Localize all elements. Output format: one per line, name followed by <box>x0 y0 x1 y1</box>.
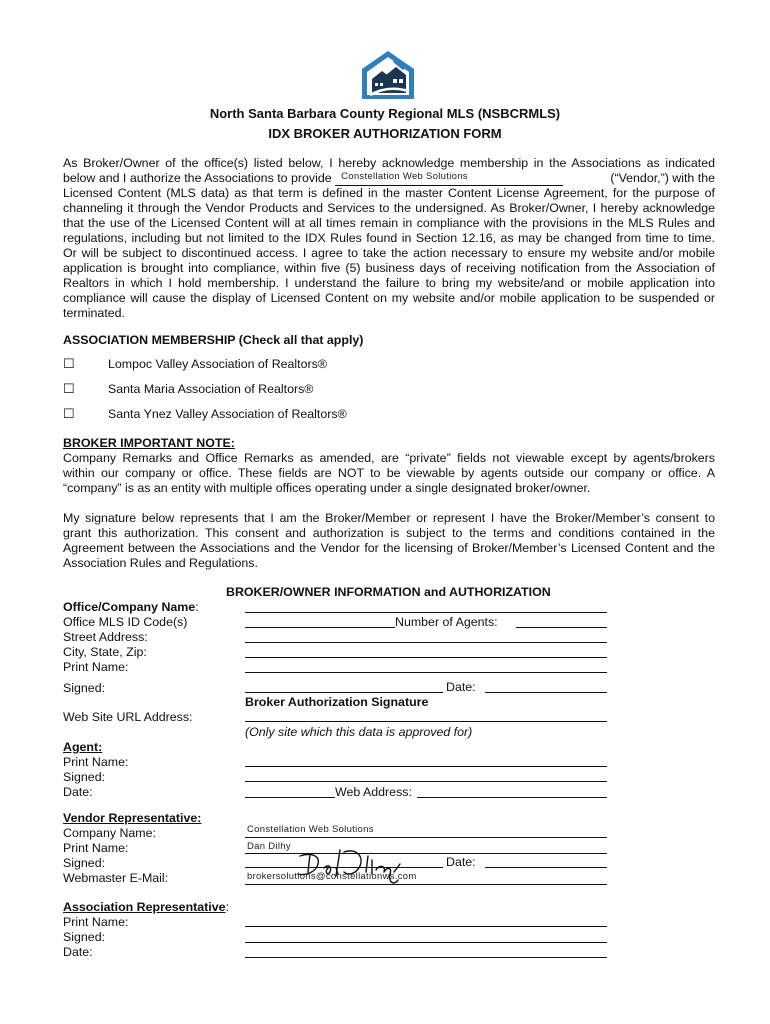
intro-line: compliance will cause the display of Licensed Content on my website and/or mobile application to be suspended or <box>63 291 715 305</box>
note-line: within our company or office. These fields are NOT to be viewable by agents outside our company or office. A <box>63 466 715 480</box>
agent-signed-label: Signed: <box>63 770 106 784</box>
signature-line: grant this authorization. This consent and authorization is subject to the terms and conditions contained in the <box>63 526 715 540</box>
signature-line: Association Rules and Regulations. <box>63 556 258 570</box>
association-print-label: Print Name: <box>63 915 129 929</box>
checkbox-lompoc[interactable]: ☐ <box>63 356 75 371</box>
office-label <box>63 600 199 614</box>
print-name-label: Print Name: <box>63 660 129 674</box>
intro-line: that the use of the Licensed Content will at all times remain in compliance with the provisions in the MLS Rules and <box>63 216 715 230</box>
checkbox-santa-ynez[interactable]: ☐ <box>63 406 75 421</box>
website-field[interactable] <box>245 721 607 722</box>
association-heading <box>63 900 229 914</box>
vendor-print-value: Dan Dilhy <box>247 841 291 852</box>
agent-print-label: Print Name: <box>63 755 129 769</box>
intro-line: terminated. <box>63 306 125 320</box>
agent-web-label: Web Address: <box>335 785 412 799</box>
association-heading-text: Association Representative <box>63 900 226 914</box>
agent-web-field[interactable] <box>417 797 607 798</box>
form-title: IDX BROKER AUTHORIZATION FORM <box>268 126 502 141</box>
association-print-field[interactable] <box>245 926 607 927</box>
broker-signature-field[interactable] <box>245 692 443 693</box>
vendor-company-value: Constellation Web Solutions <box>247 824 374 835</box>
city-field[interactable] <box>245 657 607 658</box>
broker-signature-caption: Broker Authorization Signature <box>245 695 429 709</box>
website-note: (Only site which this data is approved for) <box>245 725 473 739</box>
intro-line: channeling it through the Vendor Products and Services to the undersigned. As Broker/Owner, I hereby acknowledge <box>63 201 715 215</box>
vendor-heading: Vendor Representative: <box>63 811 202 825</box>
intro-text: below and I authorize the Associations to provide <box>63 171 332 185</box>
vendor-signature-field[interactable] <box>245 867 443 868</box>
nsbcrmls-logo <box>360 49 416 101</box>
street-field[interactable] <box>245 642 607 643</box>
checkbox-santa-maria[interactable]: ☐ <box>63 381 75 396</box>
membership-label-santa-ynez: Santa Ynez Valley Association of Realtors® <box>108 407 347 421</box>
association-signed-label: Signed: <box>63 930 106 944</box>
intro-line: application is brought into compliance, within five (5) business days of receiving notification from the Association of <box>63 261 715 275</box>
membership-label-lompoc: Lompoc Valley Association of Realtors® <box>108 357 327 371</box>
agent-date-field[interactable] <box>245 797 335 798</box>
broker-date-label: Date: <box>446 680 476 694</box>
association-date-field[interactable] <box>245 957 607 958</box>
note-paragraph <box>63 451 715 496</box>
agent-date-label: Date: <box>63 785 93 799</box>
membership-heading: ASSOCIATION MEMBERSHIP (Check all that apply) <box>63 333 364 347</box>
broker-date-field[interactable] <box>485 692 607 693</box>
vendor-date-label: Date: <box>446 855 476 869</box>
vendor-signed-label: Signed: <box>63 856 106 870</box>
agents-count-field[interactable] <box>516 627 607 628</box>
mls-id-field[interactable] <box>245 627 395 628</box>
vendor-date-field[interactable] <box>485 867 607 868</box>
vendor-field[interactable] <box>335 173 563 186</box>
association-date-label: Date: <box>63 945 93 959</box>
city-label: City, State, Zip: <box>63 645 147 659</box>
vendor-email-field[interactable] <box>245 884 607 885</box>
broker-signed-label: Signed: <box>63 681 106 695</box>
agent-heading: Agent: <box>63 740 103 754</box>
intro-line: regulations, including but not limited to the IDX Rules found in Section 12.16, as may be changed from time to time. <box>63 231 715 245</box>
agents-count-label: Number of Agents: <box>395 615 498 629</box>
intro-line: As Broker/Owner of the office(s) listed below, I hereby acknowledge membership in the Associations as indicated <box>63 156 715 170</box>
print-name-field[interactable] <box>245 672 607 673</box>
association-signature-field[interactable] <box>245 942 607 943</box>
vendor-print-label: Print Name: <box>63 841 129 855</box>
agent-signature-field[interactable] <box>245 781 607 782</box>
signature-paragraph <box>63 511 715 571</box>
intro-text: (“Vendor,”) with the <box>610 171 715 185</box>
agent-print-field[interactable] <box>245 766 607 767</box>
signature-line: My signature below represents that I am the Broker/Member or represent I have the Broker/Member’s consent to <box>63 511 715 525</box>
vendor-field-value: Constellation Web Solutions <box>341 171 468 182</box>
vendor-company-label: Company Name: <box>63 826 156 840</box>
vendor-email-label: Webmaster E-Mail: <box>63 871 169 885</box>
broker-section-heading: BROKER/OWNER INFORMATION and AUTHORIZATION <box>226 585 551 599</box>
mls-id-label: Office MLS ID Code(s) <box>63 615 188 629</box>
association-heading-colon: : <box>225 900 229 914</box>
note-heading: BROKER IMPORTANT NOTE: <box>63 436 235 450</box>
intro-line: Or will be subject to discontinued access. I agree to take the action necessary to ensure my website and/or mobile <box>63 246 715 260</box>
form-org-title: North Santa Barbara County Regional MLS (NSBCRMLS) <box>209 106 561 121</box>
office-label-colon: : <box>195 600 199 614</box>
note-line: “company” is as an entity with multiple offices operating under a single designated broker/owner. <box>63 481 591 495</box>
intro-line <box>63 171 715 186</box>
signature-line: Agreement between the Associations and the Vendor for the licensing of Broker/Member’s Licensed Content and the <box>63 541 715 555</box>
office-label-text: Office/Company Name <box>63 600 196 614</box>
intro-line: Realtors in which I hold membership. I understand the failure to bring my website/and or mobile application into <box>63 276 715 290</box>
office-name-field[interactable] <box>245 612 607 613</box>
intro-line: Licensed Content (MLS data) as that term is defined in the master Content License Agreement, for the purpose of <box>63 186 715 200</box>
vendor-company-field[interactable] <box>245 837 607 838</box>
membership-label-santa-maria: Santa Maria Association of Realtors® <box>108 382 314 396</box>
note-line: Company Remarks and Office Remarks as amended, are “private” fields not viewable except by agents/brokers <box>63 451 715 465</box>
street-label: Street Address: <box>63 630 148 644</box>
intro-paragraph <box>63 156 715 321</box>
vendor-email-value: brokersolutions@constellationws.com <box>247 871 417 882</box>
website-label: Web Site URL Address: <box>63 710 193 724</box>
